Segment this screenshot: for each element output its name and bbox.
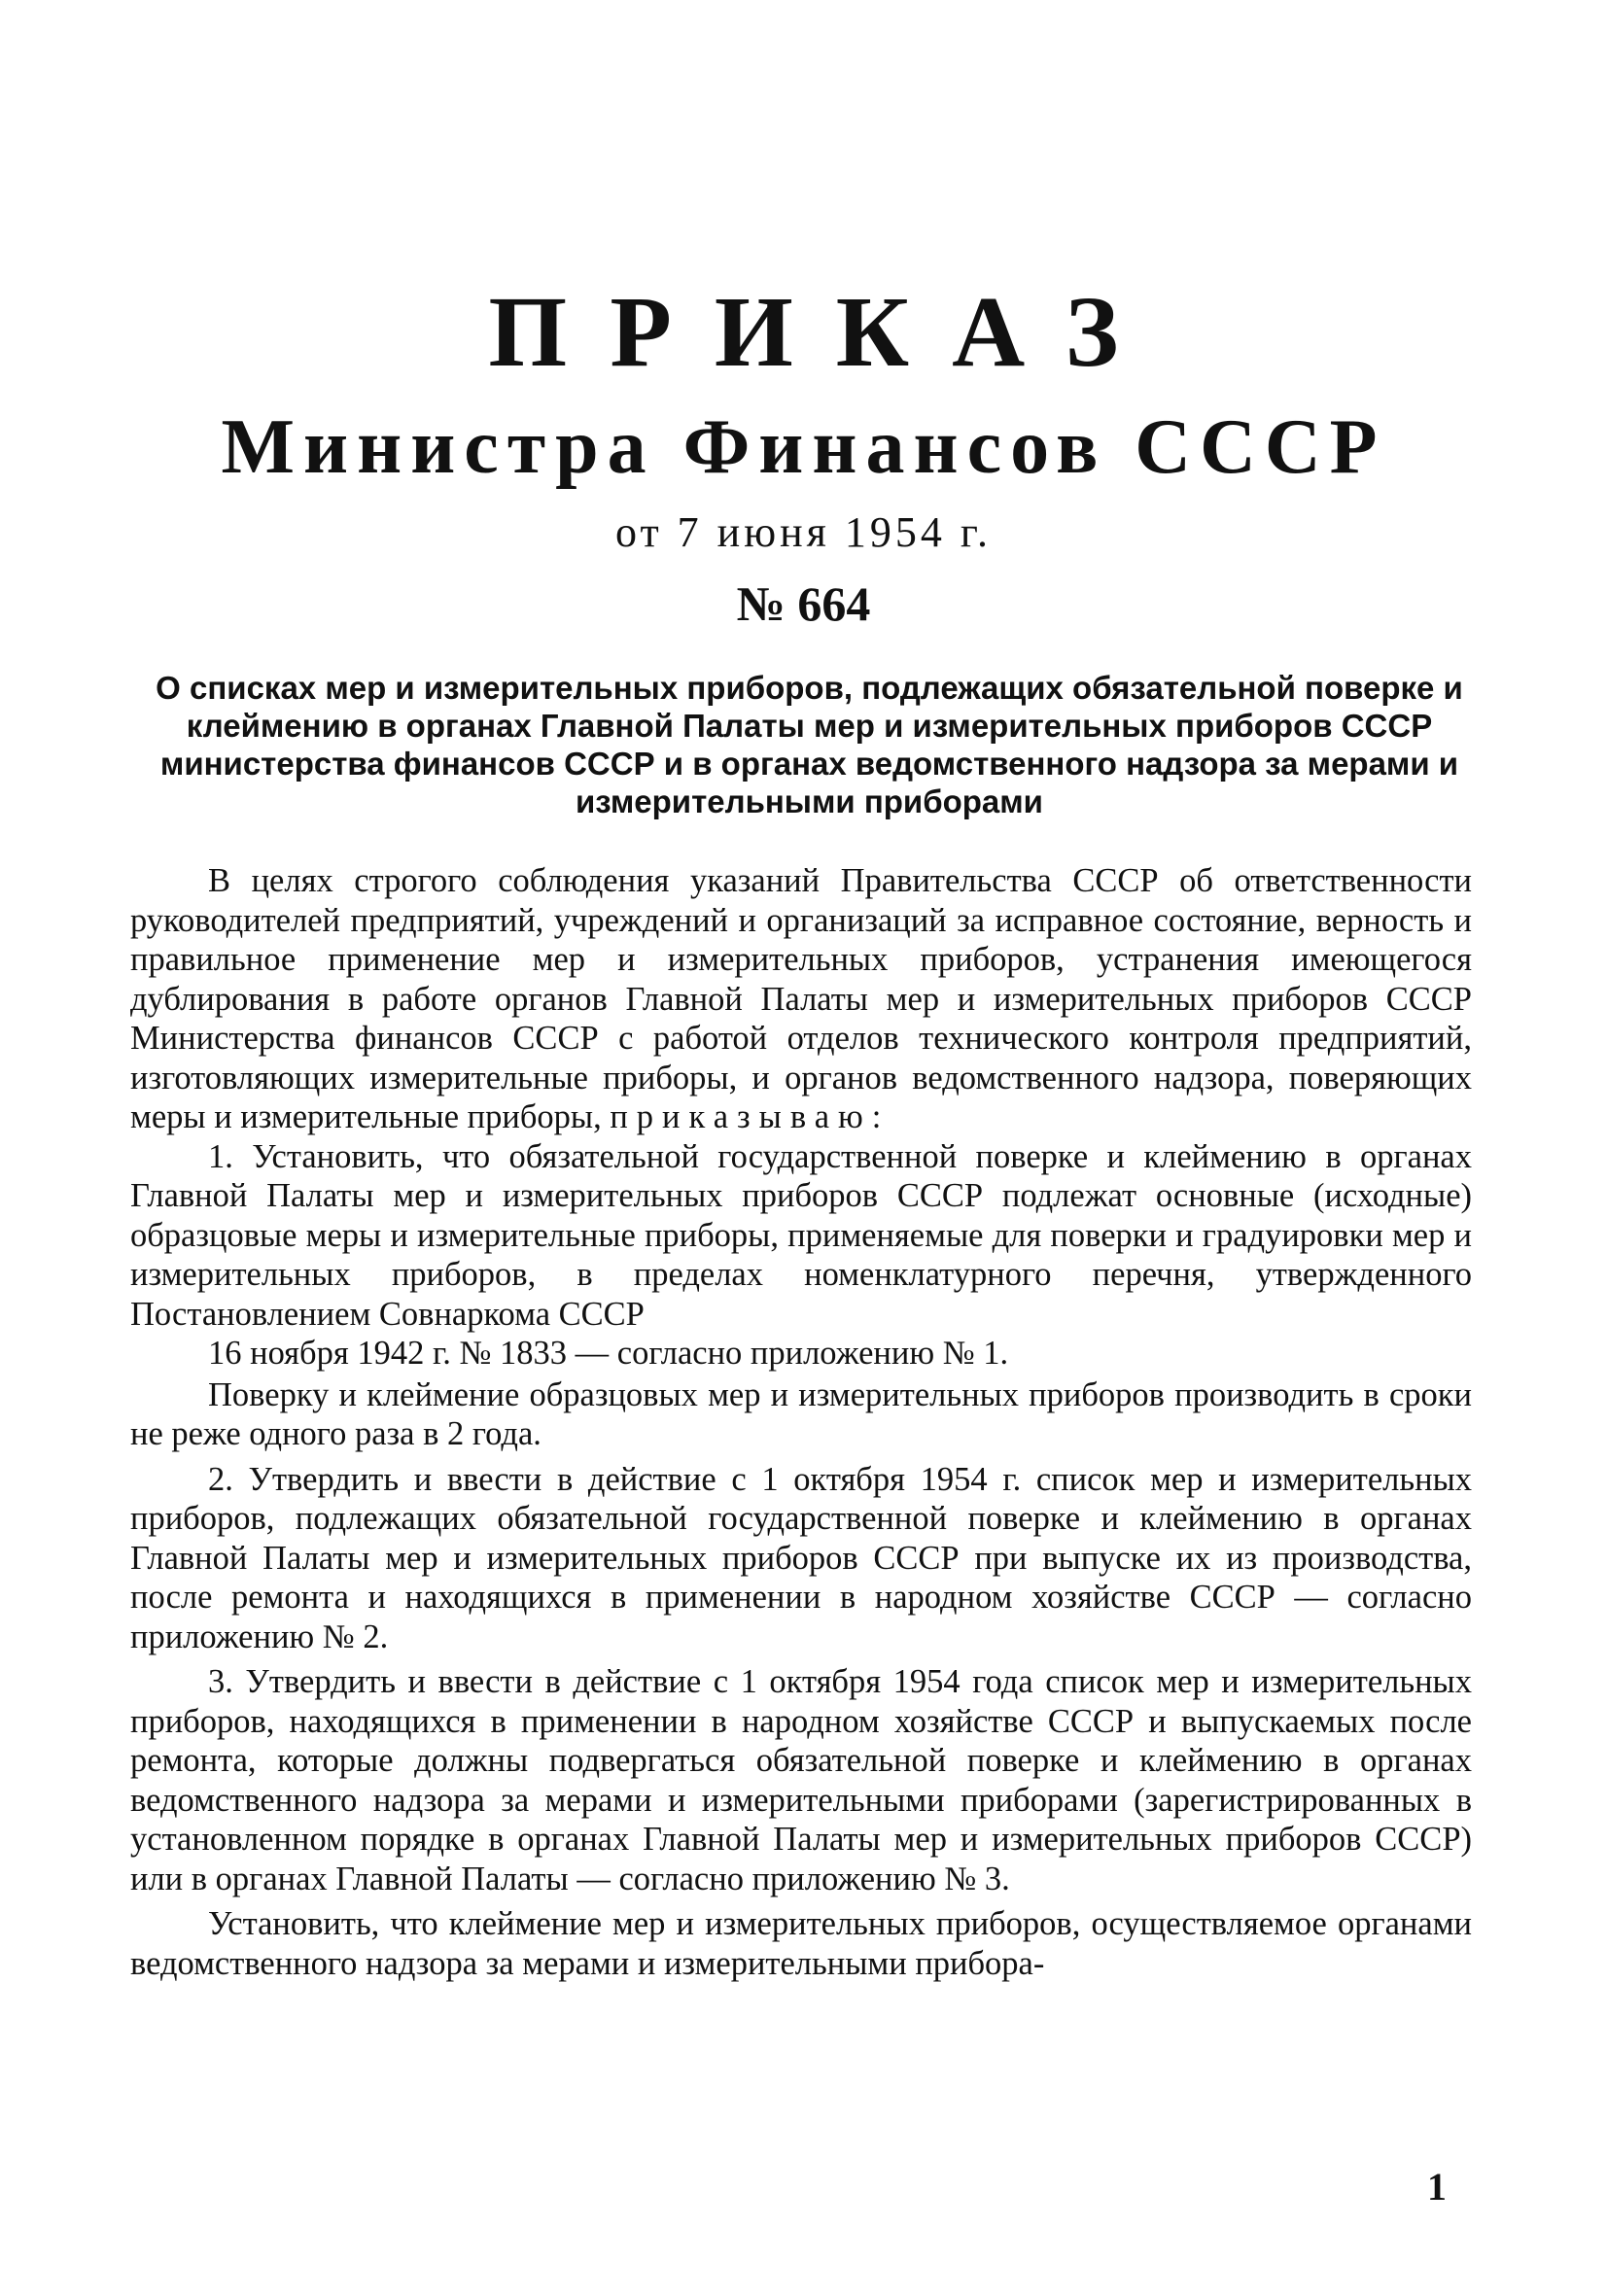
intro-paragraph	[130, 861, 1472, 1137]
page-number: 1	[1427, 2165, 1447, 2209]
document-title: ПРИКАЗ	[488, 276, 1162, 388]
item-1-paragraph: 1. Установить, что обязательной государственной поверке и клеймению в органах Главной Палаты мер и измерительных приборов СССР подлежат основные (исходные) образцовые меры и измерительные приборы, применяемые для поверки и градуировки мер и измерительных приборов, в пределах номенклатурного перечня, утвержденного Постановлением Совнаркома СССР	[130, 1137, 1472, 1333]
item-1-note: Поверку и клеймение образцовых мер и измерительных приборов производить в сроки не реже одного раза в 2 года.	[130, 1375, 1472, 1452]
item-3-note: Установить, что клеймение мер и измерительных приборов, осуществляемое органами ведомственного надзора за мерами и измерительными прибора-	[130, 1905, 1472, 1982]
document-subtitle: Министра Финансов СССР	[221, 404, 1386, 490]
order-heading: О списках мер и измерительных приборов, подлежащих обязательной поверке и клеймению в органах Главной Палаты мер и измерительных приборов СССР министерства финансов СССР и в органах ведомственного надзора за мерами и измерительными приборами	[156, 670, 1463, 819]
order-body	[130, 861, 1472, 1985]
item-1-continuation: 16 ноября 1942 г. № 1833 — согласно приложению № 1.	[208, 1335, 1009, 1372]
item-2-paragraph: 2. Утвердить и ввести в действие с 1 октября 1954 г. список мер и измерительных приборов, подлежащих обязательной государственной поверке и клеймению в органах Главной Палаты мер и измерительных приборов СССР при выпуске их из производства, после ремонта и находящихся в применении в народном хозяйстве СССР — согласно приложению № 2.	[130, 1460, 1472, 1655]
order-keyword: приказываю:	[610, 1098, 891, 1135]
item-3-paragraph: 3. Утвердить и ввести в действие с 1 октября 1954 года список мер и измерительных приборов, находящихся в применении в народном хозяйстве СССР и выпускаемых после ремонта, которые должны подвергаться обязательной поверке и клеймению в органах ведомственного надзора за мерами и измерительными приборами (зарегистрированных в установленном порядке в органах Главной Палаты мер и измерительных приборов СССР) или в органах Главной Палаты — согласно приложению № 3.	[130, 1663, 1472, 1897]
intro-text: В целях строгого соблюдения указаний Правительства СССР об ответственности руководителей предприятий, учреждений и организаций за исправное состояние, верность и правильное применение мер и измерительных приборов, устранения имеющегося дублирования в работе органов Главной Палаты мер и измерительных приборов СССР Министерства финансов СССР с работой отделов технического контроля предприятий, изготовляющих измерительные приборы, и органов ведомственного надзора, поверяющих меры и измерительные приборы,	[130, 862, 1472, 1135]
document-date: от 7 июня 1954 г.	[615, 508, 992, 556]
document-number: № 664	[736, 576, 871, 631]
